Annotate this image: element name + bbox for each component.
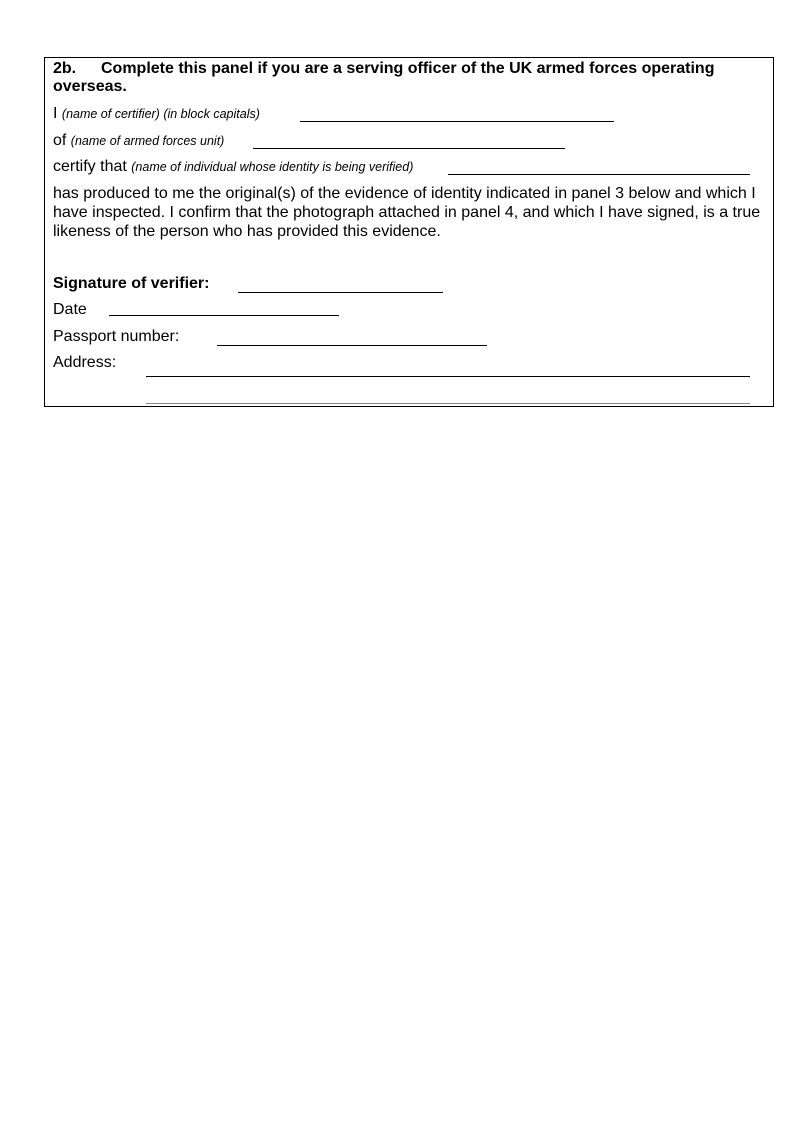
address-label: Address: — [53, 354, 117, 371]
signature-field[interactable] — [238, 292, 443, 293]
armed-forces-verification-panel — [44, 57, 774, 407]
date-field[interactable] — [109, 315, 339, 316]
individual-prefix: certify that — [53, 158, 127, 175]
address-line-2-field[interactable] — [146, 403, 750, 404]
panel-heading-continued: overseas. — [53, 78, 127, 95]
panel-heading — [53, 60, 714, 78]
panel-number: 2b. — [53, 60, 77, 77]
verification-statement: has produced to me the original(s) of the evidence of identity indicated in panel 3 below and which I have inspected. I confirm that the photograph attached in panel 4, and which I have signed, is a true likeness of the person who has provided this evidence. — [53, 185, 761, 240]
unit-hint: (name of armed forces unit) — [70, 134, 225, 148]
certifier-name-field[interactable] — [300, 121, 614, 122]
individual-label — [53, 158, 413, 176]
certifier-hint: (name of certifier) (in block capitals) — [61, 107, 260, 121]
certifier-label — [53, 105, 260, 123]
unit-label — [53, 132, 224, 150]
passport-label: Passport number: — [53, 328, 180, 345]
unit-name-field[interactable] — [253, 148, 565, 149]
unit-prefix: of — [53, 132, 67, 149]
address-line-1-field[interactable] — [146, 376, 750, 377]
certifier-prefix: I — [53, 105, 58, 122]
date-label: Date — [53, 301, 87, 318]
panel-heading-text: Complete this panel if you are a serving officer of the UK armed forces operating — [101, 60, 715, 77]
passport-number-field[interactable] — [217, 345, 487, 346]
individual-name-field[interactable] — [448, 174, 750, 175]
individual-hint: (name of individual whose identity is being verified) — [131, 160, 414, 174]
signature-label: Signature of verifier: — [53, 275, 210, 292]
